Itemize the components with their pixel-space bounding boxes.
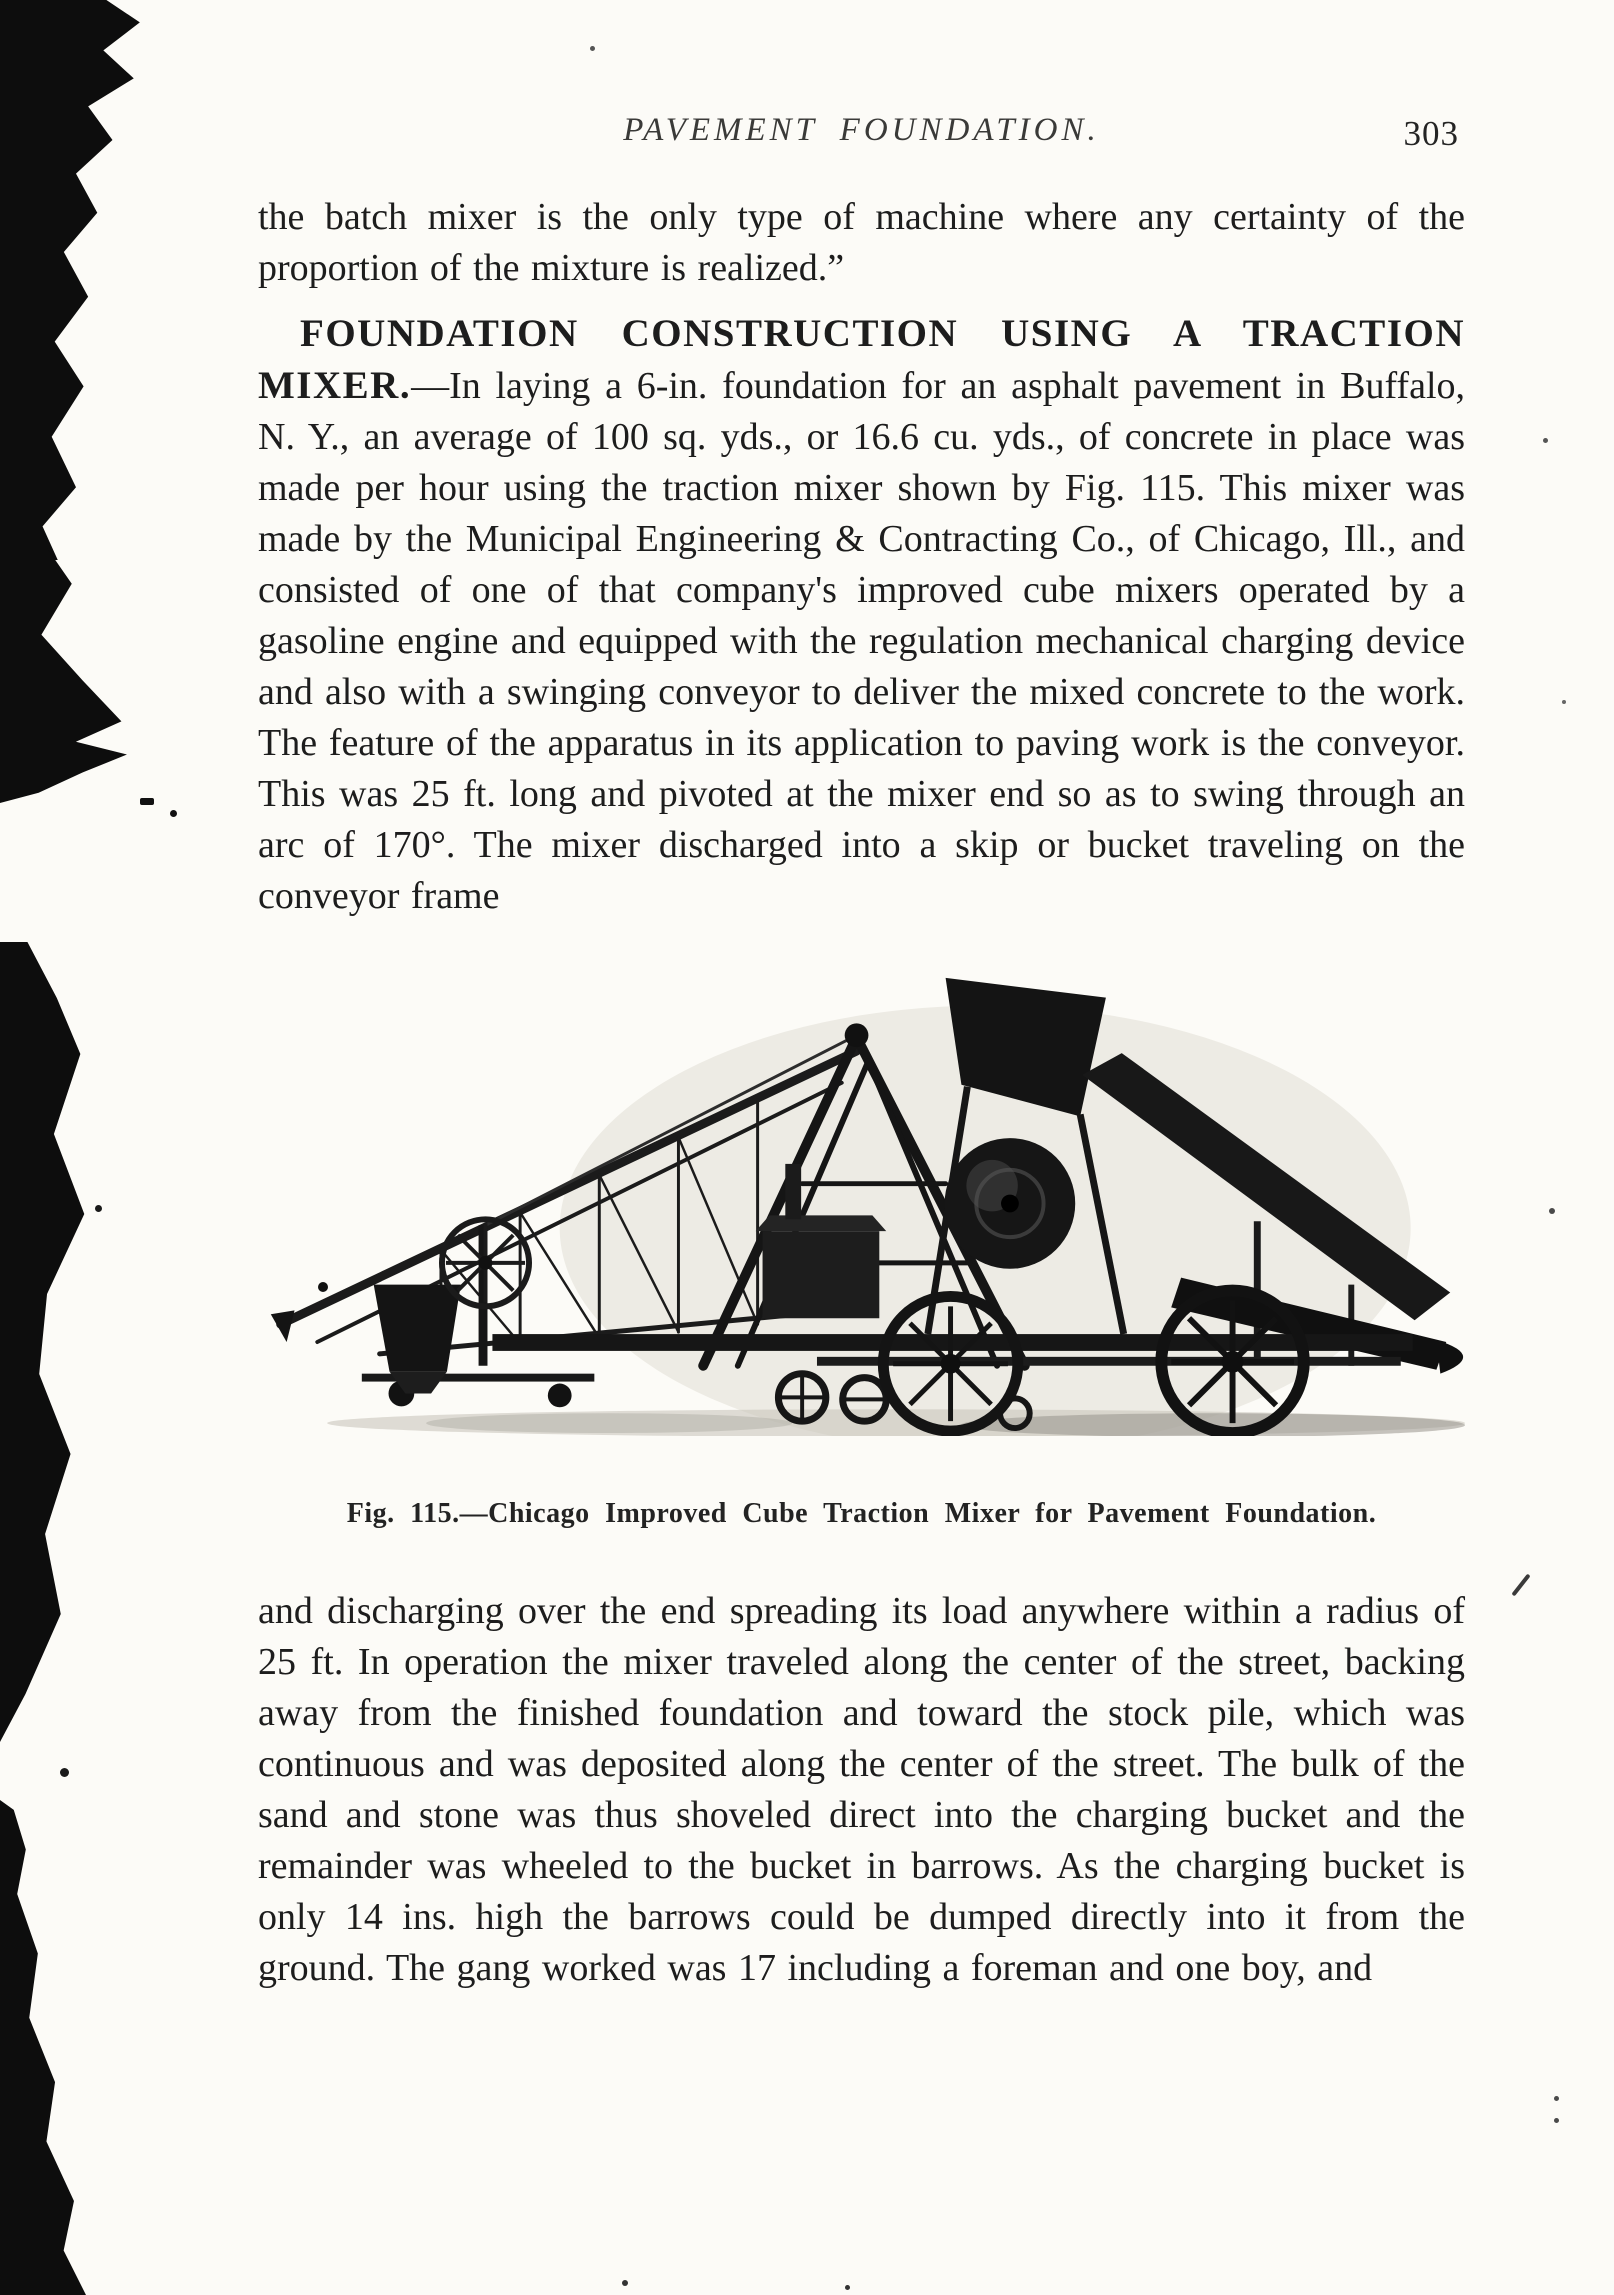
scan-artifact (0, 0, 152, 560)
paragraph-continuation: and discharging over the end spreading its load anywhere within a radius of 25 ft. In operation the mixer traveled along the center of the street, backing away from the finished foundation and toward the stock pile, which was continuous and was deposited along the center of the street. The bulk of the sand and stone was thus shoveled direct into the charging bucket and the remainder was wheeled to the bucket in barrows. As the charging bucket is only 14 ins. high the barrows could be dumped directly into it from the ground. The gang worked was 17 including a foreman and one boy, and (258, 1590, 1465, 1989)
scan-speck (170, 810, 177, 817)
paragraph-text: —In laying a 6-in. foundation for an asphalt pavement in Buffalo, N. Y., an average of 100 sq. yds., or 16.6 cu. yds., of concrete in place was made per hour using the traction mixer shown by Fig. 115. This mixer was made by the Municipal Engineering & Contracting Co., of Chicago, Ill., and consisted of one of that company's improved cube mixers operated by a gasoline engine and equipped with the regulation mechanical charging device and also with a swinging conveyor to deliver the mixed concrete to the work. The feature of the apparatus in its application to paving work is the conveyor. This was 25 ft. long and pivoted at the mixer end so as to swing through an arc of 170°. The mixer discharged into a skip or bucket traveling on the conveyor frame (258, 365, 1465, 917)
paragraph-continuation: the batch mixer is the only type of machine where any certainty of the proportion of the mixture is realized.” (258, 196, 1465, 289)
scan-speck (1562, 700, 1566, 704)
scan-speck (845, 2285, 850, 2290)
scan-artifact (0, 548, 138, 803)
scan-speck (590, 46, 595, 51)
scan-artifact (0, 1800, 86, 2295)
traction-mixer-illustration (258, 966, 1465, 1436)
page-header (258, 112, 1465, 166)
scan-speck (1511, 1574, 1530, 1597)
scan-speck (1543, 438, 1548, 443)
section-heading: FOUNDATION CONSTRUCTION USING A TRACTION MIXER. (258, 312, 1465, 407)
figure-caption: Fig. 115.—Chicago Improved Cube Traction Mixer for Pavement Foundation. (346, 1498, 1377, 1529)
page-number: 303 (1403, 114, 1459, 153)
scan-speck (1554, 2118, 1559, 2123)
running-title: PAVEMENT FOUNDATION. (623, 112, 1100, 148)
scan-speck (60, 1768, 69, 1777)
scan-speck (140, 798, 154, 805)
text-column (258, 112, 1465, 2008)
scan-artifact (0, 942, 98, 1742)
figure-115 (258, 966, 1465, 1530)
scan-speck (95, 1205, 102, 1212)
scan-speck (1549, 1208, 1555, 1214)
scan-speck (1554, 2096, 1559, 2101)
scan-speck (622, 2280, 628, 2286)
paragraph-section (258, 308, 1465, 922)
